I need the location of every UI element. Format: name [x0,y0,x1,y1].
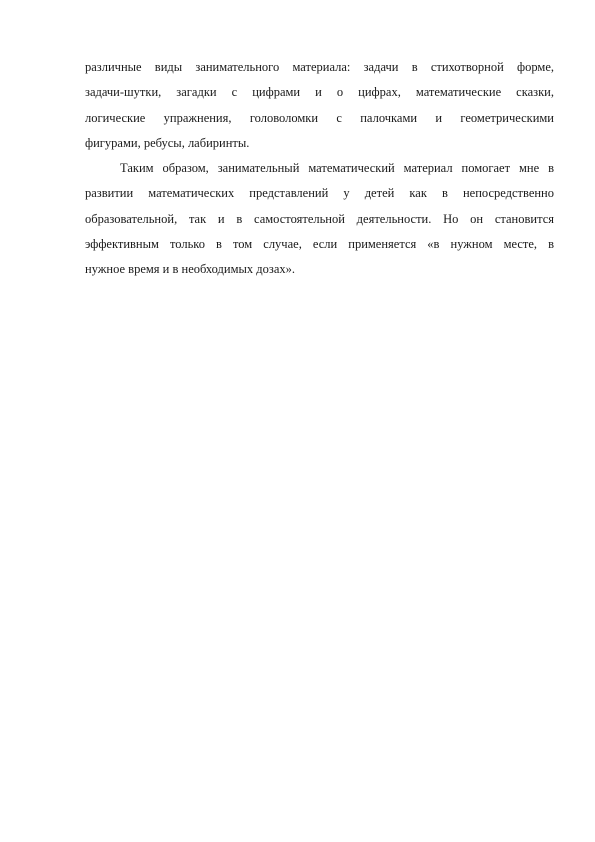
paragraph-line: различные виды занимательного материала: задачи в стихотворной форме, [85,60,554,74]
paragraph-2 [85,156,554,282]
document-body [85,55,554,283]
paragraph-line: логические упражнения, головоломки с палочками и геометрическими [85,110,554,125]
paragraph-line: фигурами, ребусы, лабиринты. [85,135,250,150]
paragraph-line: Таким образом, занимательный математический материал помогает мне в [120,161,554,176]
paragraph-line: нужное время и в необходимых дозах». [85,262,295,277]
paragraph-line: образовательной, так и в самостоятельной деятельности. Но он становится [85,211,554,226]
paragraph-line: развитии математических представлений у детей как в непосредственно [85,186,554,201]
paragraph-line: задачи-шутки, загадки с цифрами и о цифрах, математические сказки, [85,85,554,100]
paragraph-1 [85,55,554,156]
paragraph-line: эффективным только в том случае, если применяется «в нужном месте, в [85,237,554,252]
